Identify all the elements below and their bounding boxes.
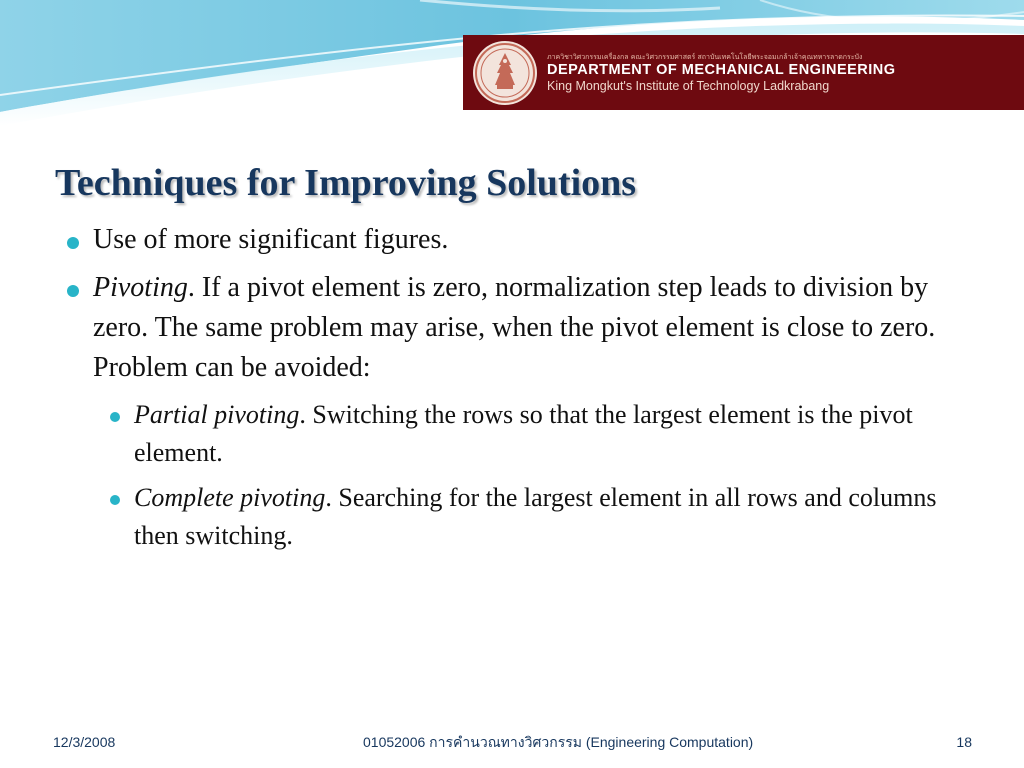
slide-title: Techniques for Improving Solutions [55, 162, 637, 204]
sub-bullet-lead-term: Complete pivoting [134, 483, 326, 512]
bullet-item [93, 268, 943, 388]
sub-bullet-item [134, 479, 954, 555]
footer-course-title: 01052006 การคำนวณทางวิศวกรรม (Engineering Computation) [363, 734, 754, 750]
banner-department-name: DEPARTMENT OF MECHANICAL ENGINEERING [547, 61, 896, 78]
bullet-dot-icon [67, 237, 79, 249]
bullet-dot-icon [67, 285, 79, 297]
sub-bullet-list [0, 396, 1024, 555]
slide-content [0, 220, 1024, 562]
sub-bullet-item [134, 396, 954, 472]
bullet-text: Use of more significant figures. [93, 224, 449, 255]
department-banner [463, 35, 1024, 110]
bullet-item [93, 220, 943, 260]
footer-page-number: 18 [956, 734, 972, 750]
footer-date: 12/3/2008 [53, 734, 116, 750]
sub-bullet-text: . Searching for the largest element in all rows and columns then switching. [134, 483, 937, 550]
bullet-lead-term: Pivoting [93, 272, 188, 303]
sub-bullet-dot-icon [110, 412, 120, 422]
university-seal-icon [471, 39, 539, 107]
sub-bullet-dot-icon [110, 495, 120, 505]
banner-thai-text: ภาควิชาวิศวกรรมเครื่องกล คณะวิศวกรรมศาสตร์ สถาบันเทคโนโลยีพระจอมเกล้าเจ้าคุณทหารลาดกระบัง [547, 52, 863, 61]
sub-bullet-lead-term: Partial pivoting [134, 400, 300, 429]
banner-institute-name: King Mongkut's Institute of Technology Ladkrabang [547, 78, 830, 93]
sub-bullet-text: . Switching the rows so that the largest element is the pivot element. [134, 400, 913, 467]
bullet-text: . If a pivot element is zero, normalization step leads to division by zero. The same problem may arise, when the pivot element is close to zero. Problem can be avoided: [93, 272, 936, 383]
